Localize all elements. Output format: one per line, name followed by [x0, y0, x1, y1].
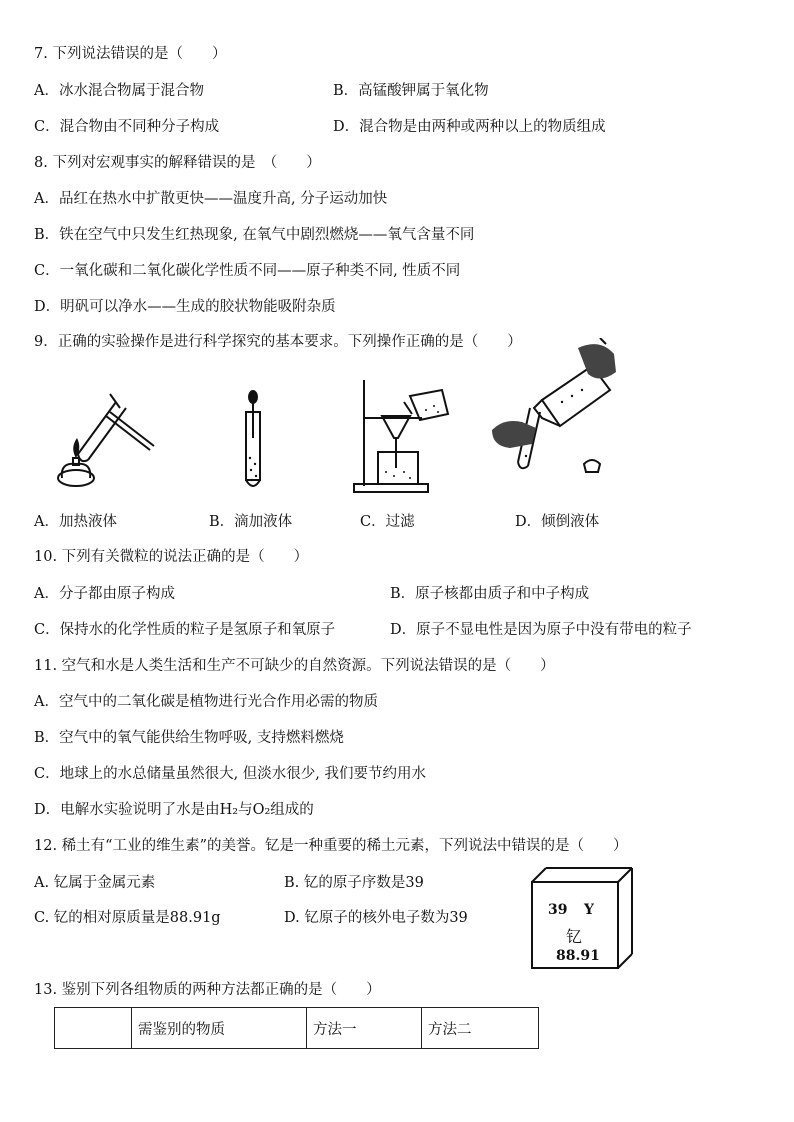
- element-atomic-mass: 88.91: [556, 948, 600, 964]
- heating-liquid-figure: [50, 382, 160, 492]
- dropper-figure: [236, 388, 276, 492]
- q7-option-d: D．混合物是由两种或两种以上的物质组成: [333, 119, 606, 135]
- table-row: [55, 1008, 539, 1049]
- q9-caption-c: C．过滤: [360, 514, 415, 530]
- q8-option-d: D．明矾可以净水——生成的胶状物能吸附杂质: [34, 299, 336, 315]
- q13-stem: 13. 鉴别下列各组物质的两种方法都正确的是（ ）: [34, 982, 381, 998]
- q12-option-a: A. 钇属于金属元素: [34, 875, 156, 891]
- q12-option-c: C. 钇的相对原质量是88.91g: [34, 910, 221, 926]
- q8-option-b: B．铁在空气中只发生红热现象, 在氧气中剧烈燃烧——氧气含量不同: [34, 227, 475, 243]
- q8-stem: 8. 下列对宏观事实的解释错误的是 （ ）: [34, 155, 321, 171]
- q7-option-b: B．高锰酸钾属于氧化物: [333, 83, 489, 99]
- q10-option-c: C．保持水的化学性质的粒子是氢原子和氧原子: [34, 622, 336, 638]
- element-name: 钇: [566, 927, 583, 946]
- element-atomic-number: 39: [548, 902, 568, 918]
- q9-stem: 9．正确的实验操作是进行科学探究的基本要求。下列操作正确的是（ ）: [34, 334, 522, 350]
- q10-option-d: D．原子不显电性是因为原子中没有带电的粒子: [390, 622, 692, 638]
- q11-option-a: A．空气中的二氧化碳是植物进行光合作用必需的物质: [34, 694, 378, 710]
- pouring-liquid-figure: [482, 338, 622, 484]
- q11-option-b: B．空气中的氧气能供给生物呼吸, 支持燃料燃烧: [34, 730, 344, 746]
- q11-option-d: D．电解水实验说明了水是由H₂与O₂组成的: [34, 802, 314, 818]
- q7-option-c: C．混合物由不同种分子构成: [34, 119, 220, 135]
- q7-stem: 7. 下列说法错误的是（ ）: [34, 46, 227, 62]
- table-header-cell: [55, 1008, 132, 1049]
- q9-caption-b: B．滴加液体: [209, 514, 293, 530]
- table-header-cell: 方法一: [307, 1008, 422, 1049]
- table-header-cell: 方法二: [422, 1008, 539, 1049]
- q10-stem: 10. 下列有关微粒的说法正确的是（ ）: [34, 549, 309, 565]
- q10-option-b: B．原子核都由质子和中子构成: [390, 586, 590, 602]
- q9-caption-d: D．倾倒液体: [515, 514, 600, 530]
- yttrium-element-card: [530, 866, 634, 970]
- q10-option-a: A．分子都由原子构成: [34, 586, 175, 602]
- filtration-figure: [346, 376, 456, 498]
- q13-table: [54, 1007, 539, 1049]
- q12-option-d: D. 钇原子的核外电子数为39: [284, 910, 468, 926]
- q7-option-a: A．冰水混合物属于混合物: [34, 83, 204, 99]
- table-header-cell: 需鉴别的物质: [132, 1008, 307, 1049]
- q9-caption-a: A．加热液体: [34, 514, 117, 530]
- q8-option-c: C．一氧化碳和二氧化碳化学性质不同——原子种类不同, 性质不同: [34, 263, 461, 279]
- q12-option-b: B. 钇的原子序数是39: [284, 875, 424, 891]
- element-symbol: Y: [584, 902, 594, 918]
- q8-option-a: A．品红在热水中扩散更快——温度升高, 分子运动加快: [34, 191, 388, 207]
- q12-stem: 12. 稀土有“工业的维生素”的美誉。钇是一种重要的稀土元素，下列说法中错误的是（ ）: [34, 838, 628, 854]
- q11-stem: 11. 空气和水是人类生活和生产不可缺少的自然资源。下列说法错误的是（ ）: [34, 658, 555, 674]
- q11-option-c: C．地球上的水总储量虽然很大, 但淡水很少, 我们要节约用水: [34, 766, 427, 782]
